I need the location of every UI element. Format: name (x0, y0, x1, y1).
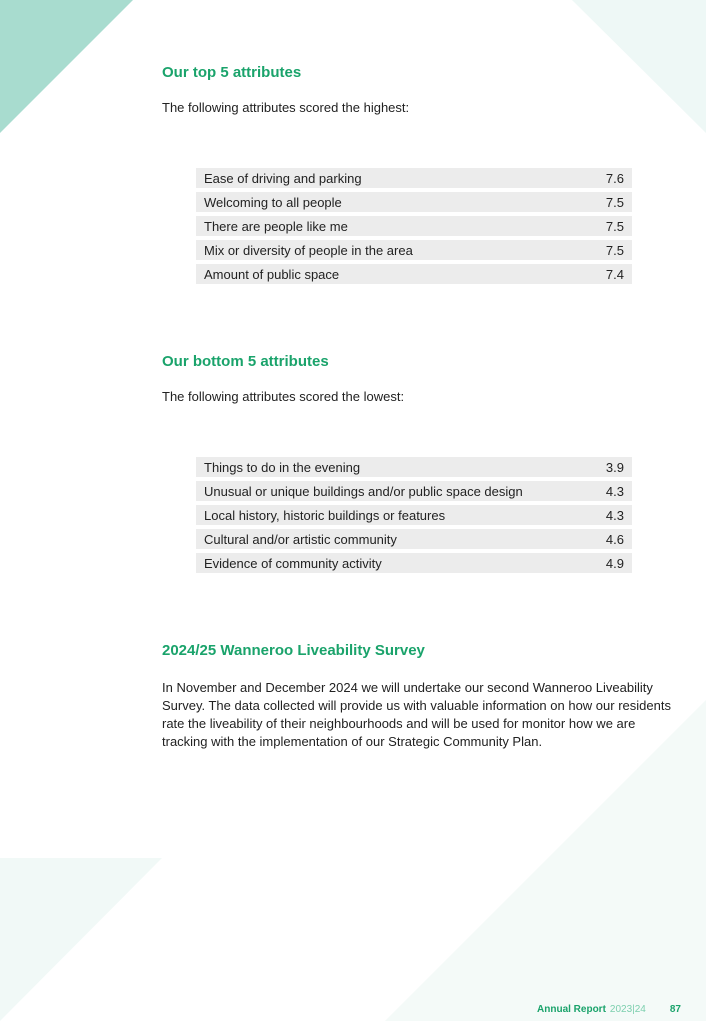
attribute-score: 7.5 (605, 218, 624, 234)
table-row (196, 553, 632, 573)
survey-paragraph: In November and December 2024 we will undertake our second Wanneroo Liveability Survey. The data collected will provide us with valuable information on how our residents rate the liveability of their neighbourhoods and will be used for monitor how we are tracking with the implementation of our Strategic Community Plan. (162, 680, 671, 749)
attribute-score: 4.3 (605, 507, 624, 523)
table-row (196, 192, 632, 212)
attribute-score: 7.6 (605, 170, 624, 186)
table-row (196, 240, 632, 260)
table-row (196, 457, 632, 477)
bottom-attributes-intro: The following attributes scored the lowest: (162, 389, 405, 404)
attribute-label: Unusual or unique buildings and/or public space design (204, 483, 523, 499)
top-attributes-heading: Our top 5 attributes (162, 64, 302, 81)
table-row (196, 481, 632, 501)
table-row (196, 264, 632, 284)
attribute-score: 4.3 (605, 483, 624, 499)
footer-report-label: Annual Report (537, 1004, 606, 1015)
top-attributes-intro: The following attributes scored the highest: (162, 100, 410, 115)
bottom-attributes-table (196, 457, 632, 577)
table-row (196, 529, 632, 549)
page-footer (537, 1004, 681, 1015)
top-attributes-table (196, 168, 632, 288)
attribute-label: Cultural and/or artistic community (204, 531, 397, 547)
survey-heading: 2024/25 Wanneroo Liveability Survey (162, 642, 425, 659)
attribute-score: 7.5 (605, 242, 624, 258)
attribute-score: 3.9 (605, 459, 624, 475)
attribute-label: Local history, historic buildings or features (204, 507, 446, 523)
attribute-label: Things to do in the evening (204, 459, 361, 475)
bottom-attributes-heading: Our bottom 5 attributes (162, 353, 329, 370)
attribute-score: 4.6 (605, 531, 624, 547)
attribute-label: Welcoming to all people (204, 194, 342, 210)
attribute-label: Ease of driving and parking (204, 170, 362, 186)
table-row (196, 216, 632, 236)
table-row (196, 168, 632, 188)
attribute-label: Amount of public space (204, 266, 340, 282)
page-number: 87 (669, 1004, 681, 1015)
attribute-score: 7.5 (605, 194, 624, 210)
attribute-label: Evidence of community activity (204, 555, 382, 571)
footer-report-year: 2023|24 (609, 1004, 646, 1015)
attribute-label: Mix or diversity of people in the area (204, 242, 413, 258)
table-row (196, 505, 632, 525)
attribute-score: 7.4 (605, 266, 624, 282)
attribute-score: 4.9 (605, 555, 624, 571)
attribute-label: There are people like me (204, 218, 348, 234)
